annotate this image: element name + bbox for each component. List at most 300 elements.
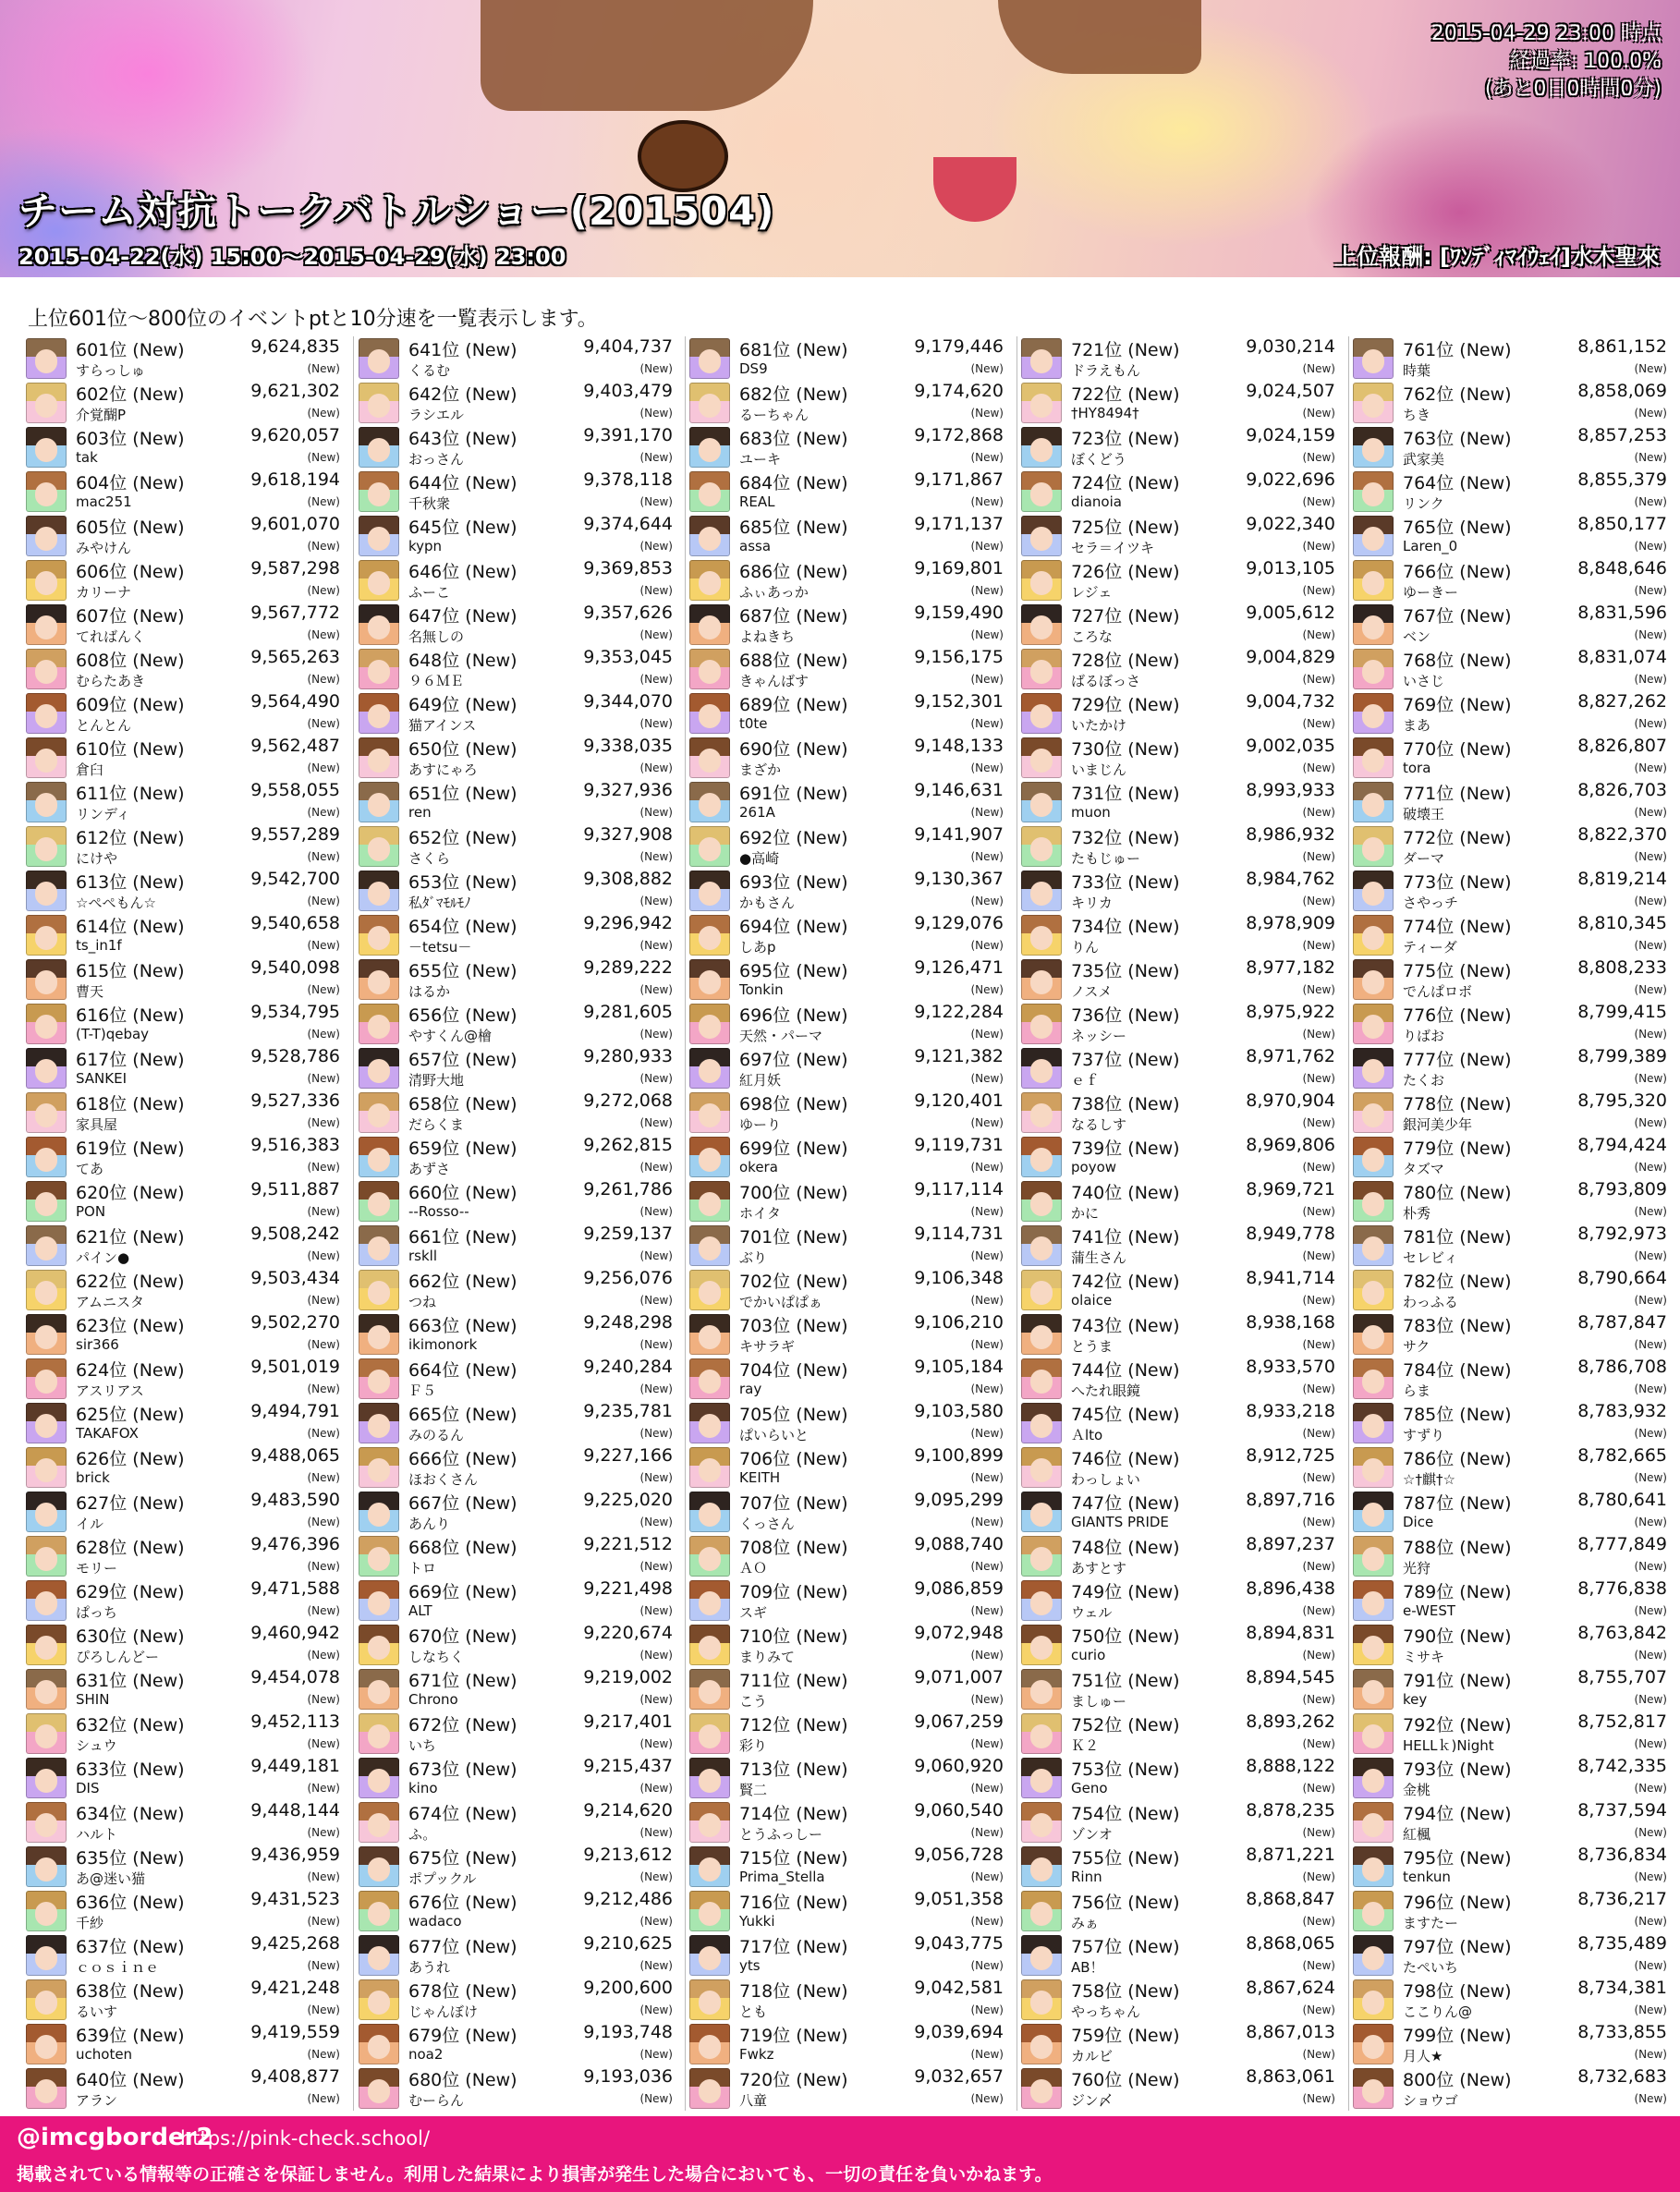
ranking-entry[interactable] [359, 1889, 673, 1933]
ranking-entry[interactable] [689, 1490, 1004, 1534]
ranking-entry[interactable] [689, 780, 1004, 824]
ranking-entry[interactable] [359, 1978, 673, 2022]
ranking-entry[interactable] [359, 1445, 673, 1490]
ranking-entry[interactable] [26, 1667, 340, 1711]
ranking-entry[interactable] [26, 1845, 340, 1889]
ranking-entry[interactable] [1353, 736, 1667, 780]
ranking-entry[interactable] [1353, 1268, 1667, 1312]
ranking-entry[interactable] [689, 1623, 1004, 1667]
producer-name: アラン [76, 2092, 118, 2109]
producer-name: mac251 [76, 493, 132, 510]
ranking-entry[interactable] [689, 1800, 1004, 1845]
ranking-entry[interactable] [359, 603, 673, 647]
ranking-column [1021, 336, 1335, 2111]
producer-name: イル [76, 1516, 104, 1532]
ranking-entry[interactable] [26, 558, 340, 603]
ranking-entry[interactable] [1353, 1445, 1667, 1490]
idol-avatar [1353, 1580, 1394, 1621]
speed-10min: (New) [307, 1116, 340, 1129]
producer-name: てあ [76, 1161, 104, 1177]
rank-label: 650位 (New) [408, 739, 517, 760]
ranking-entry[interactable] [359, 957, 673, 1002]
ranking-entry[interactable] [689, 1845, 1004, 1889]
ranking-entry[interactable] [1353, 603, 1667, 647]
ranking-entry[interactable] [689, 1357, 1004, 1401]
ranking-entry[interactable] [359, 1756, 673, 1800]
producer-name: りん [1071, 939, 1100, 956]
speed-10min: (New) [970, 1427, 1004, 1440]
ranking-entry[interactable] [1353, 691, 1667, 736]
ranking-entry[interactable] [1353, 1534, 1667, 1578]
ranking-entry[interactable] [689, 1445, 1004, 1490]
rank-label: 716位 (New) [739, 1893, 848, 1913]
ranking-entry[interactable] [689, 691, 1004, 736]
idol-avatar [1021, 915, 1062, 956]
ranking-entry[interactable] [689, 469, 1004, 514]
ranking-entry[interactable] [359, 2022, 673, 2066]
ranking-entry[interactable] [1353, 1667, 1667, 1711]
ranking-entry[interactable] [689, 1711, 1004, 1756]
ranking-entry[interactable] [689, 1312, 1004, 1357]
ranking-entry[interactable] [1021, 736, 1335, 780]
ranking-entry[interactable] [26, 425, 340, 469]
ranking-entry[interactable] [26, 514, 340, 558]
ranking-entry[interactable] [1021, 1933, 1335, 1978]
idol-avatar [689, 1891, 730, 1931]
idol-avatar [359, 649, 399, 689]
producer-name: だらくま [408, 1116, 465, 1133]
ranking-entry[interactable] [1353, 425, 1667, 469]
ranking-entry[interactable] [1353, 647, 1667, 691]
ranking-entry[interactable] [1021, 1800, 1335, 1845]
ranking-entry[interactable] [26, 1224, 340, 1268]
ranking-entry[interactable] [1021, 1179, 1335, 1224]
ranking-entry[interactable] [359, 780, 673, 824]
event-points: 9,527,336 [250, 1090, 340, 1111]
idol-avatar [1021, 1536, 1062, 1577]
ranking-entry[interactable] [689, 1224, 1004, 1268]
ranking-entry[interactable] [689, 425, 1004, 469]
rank-label: 772位 (New) [1403, 828, 1512, 848]
rank-label: 769位 (New) [1403, 695, 1512, 715]
ranking-entry[interactable] [359, 1534, 673, 1578]
ranking-entry[interactable] [1353, 1224, 1667, 1268]
ranking-entry[interactable] [689, 1135, 1004, 1179]
ranking-entry[interactable] [1021, 1711, 1335, 1756]
ranking-entry[interactable] [359, 736, 673, 780]
ranking-entry[interactable] [689, 736, 1004, 780]
ranking-entry[interactable] [1353, 824, 1667, 869]
ranking-entry[interactable] [26, 691, 340, 736]
speed-10min: (New) [639, 495, 673, 508]
ranking-entry[interactable] [689, 1933, 1004, 1978]
rank-label: 763位 (New) [1403, 429, 1512, 449]
ranking-entry[interactable] [689, 1578, 1004, 1623]
ranking-entry[interactable] [26, 1357, 340, 1401]
ranking-entry[interactable] [1021, 780, 1335, 824]
site-link[interactable]: https://pink-check.school/ [180, 2127, 431, 2149]
ranking-entry[interactable] [1353, 1933, 1667, 1978]
rank-label: 649位 (New) [408, 695, 517, 715]
ranking-entry[interactable] [359, 1401, 673, 1445]
ranking-entry[interactable] [1353, 1490, 1667, 1534]
ranking-entry[interactable] [1021, 514, 1335, 558]
event-points: 8,826,807 [1577, 736, 1667, 756]
speed-10min: (New) [1634, 1338, 1667, 1351]
ranking-entry[interactable] [26, 1002, 340, 1046]
ranking-entry[interactable] [1021, 558, 1335, 603]
ranking-entry[interactable] [26, 381, 340, 425]
ranking-entry[interactable] [1021, 1357, 1335, 1401]
ranking-entry[interactable] [1021, 1046, 1335, 1090]
ranking-entry[interactable] [1021, 647, 1335, 691]
ranking-entry[interactable] [359, 913, 673, 957]
speed-10min: (New) [1302, 1072, 1335, 1085]
ranking-entry[interactable] [1353, 1179, 1667, 1224]
producer-name: さくら [408, 850, 451, 867]
idol-avatar [1021, 604, 1062, 645]
ranking-entry[interactable] [1353, 1978, 1667, 2022]
speed-10min: (New) [639, 1560, 673, 1573]
ranking-entry[interactable] [1353, 558, 1667, 603]
ranking-entry[interactable] [1353, 1046, 1667, 1090]
ranking-entry[interactable] [689, 1534, 1004, 1578]
ranking-entry[interactable] [359, 2066, 673, 2111]
event-points: 9,601,070 [250, 514, 340, 534]
event-points: 9,120,401 [914, 1090, 1004, 1111]
ranking-entry[interactable] [26, 780, 340, 824]
speed-10min: (New) [1634, 895, 1667, 907]
ranking-entry[interactable] [1021, 336, 1335, 381]
rank-label: 787位 (New) [1403, 1493, 1512, 1514]
ranking-entry[interactable] [689, 1179, 1004, 1224]
producer-name: †HY8494† [1071, 405, 1139, 421]
rank-label: 728位 (New) [1071, 651, 1180, 671]
ranking-entry[interactable] [1353, 1845, 1667, 1889]
speed-10min: (New) [1302, 2003, 1335, 2016]
ranking-entry[interactable] [26, 1534, 340, 1578]
ranking-entry[interactable] [359, 1002, 673, 1046]
idol-avatar [359, 1802, 399, 1843]
ranking-entry[interactable] [26, 824, 340, 869]
ranking-entry[interactable] [689, 558, 1004, 603]
twitter-handle[interactable]: @imcgborder2 [17, 2124, 213, 2151]
idol-avatar [689, 871, 730, 911]
ranking-entry[interactable] [359, 1224, 673, 1268]
ranking-entry[interactable] [689, 2066, 1004, 2111]
ranking-entry[interactable] [26, 1179, 340, 1224]
rank-label: 671位 (New) [408, 1671, 517, 1691]
producer-name: キリカ [1071, 895, 1113, 911]
ranking-entry[interactable] [689, 336, 1004, 381]
ranking-entry[interactable] [26, 1578, 340, 1623]
ranking-entry[interactable] [359, 381, 673, 425]
event-points: 9,272,068 [583, 1090, 673, 1111]
ranking-entry[interactable] [1353, 336, 1667, 381]
ranking-entry[interactable] [1021, 603, 1335, 647]
ranking-entry[interactable] [359, 824, 673, 869]
rank-label: 748位 (New) [1071, 1538, 1180, 1558]
ranking-entry[interactable] [359, 1179, 673, 1224]
ranking-entry[interactable] [1021, 381, 1335, 425]
ranking-entry[interactable] [1353, 957, 1667, 1002]
ranking-entry[interactable] [1021, 1135, 1335, 1179]
ranking-entry[interactable] [26, 1401, 340, 1445]
speed-10min: (New) [307, 1294, 340, 1307]
ranking-entry[interactable] [1021, 1312, 1335, 1357]
ranking-entry[interactable] [1021, 1578, 1335, 1623]
ranking-entry[interactable] [1021, 1889, 1335, 1933]
rank-label: 720位 (New) [739, 2070, 848, 2090]
rank-label: 618位 (New) [76, 1094, 185, 1114]
ranking-entry[interactable] [689, 514, 1004, 558]
ranking-entry[interactable] [689, 1046, 1004, 1090]
ranking-entry[interactable] [26, 1623, 340, 1667]
producer-name: ミサキ [1403, 1649, 1445, 1665]
ranking-entry[interactable] [26, 1046, 340, 1090]
ranking-entry[interactable] [689, 1889, 1004, 1933]
ranking-entry[interactable] [26, 603, 340, 647]
ranking-entry[interactable] [689, 913, 1004, 957]
rank-label: 711位 (New) [739, 1671, 848, 1691]
ranking-entry[interactable] [689, 1401, 1004, 1445]
producer-name: sir366 [76, 1336, 119, 1353]
ranking-entry[interactable] [1021, 1667, 1335, 1711]
ranking-entry[interactable] [1021, 957, 1335, 1002]
ranking-entry[interactable] [26, 1756, 340, 1800]
speed-10min: (New) [1634, 850, 1667, 863]
ranking-entry[interactable] [1353, 913, 1667, 957]
ranking-entry[interactable] [359, 691, 673, 736]
ranking-entry[interactable] [1021, 913, 1335, 957]
ranking-entry[interactable] [1021, 824, 1335, 869]
idol-avatar [1021, 338, 1062, 379]
ranking-entry[interactable] [1021, 425, 1335, 469]
ranking-entry[interactable] [26, 1445, 340, 1490]
rank-label: 636位 (New) [76, 1893, 185, 1913]
ranking-entry[interactable] [1353, 1578, 1667, 1623]
event-points: 9,086,859 [914, 1578, 1004, 1599]
ranking-entry[interactable] [1021, 1623, 1335, 1667]
event-points: 8,893,262 [1246, 1711, 1335, 1732]
ranking-entry[interactable] [689, 2022, 1004, 2066]
ranking-entry[interactable] [1021, 1002, 1335, 1046]
ranking-entry[interactable] [26, 469, 340, 514]
ranking-entry[interactable] [1021, 1268, 1335, 1312]
ranking-entry[interactable] [26, 1490, 340, 1534]
ranking-entry[interactable] [1021, 1490, 1335, 1534]
ranking-entry[interactable] [1353, 381, 1667, 425]
ranking-entry[interactable] [1353, 1357, 1667, 1401]
ranking-entry[interactable] [26, 1090, 340, 1135]
idol-avatar [689, 649, 730, 689]
event-points: 9,039,694 [914, 2022, 1004, 2042]
ranking-entry[interactable] [1021, 1445, 1335, 1490]
ranking-entry[interactable] [26, 869, 340, 913]
speed-10min: (New) [970, 1915, 1004, 1928]
ranking-entry[interactable] [689, 1002, 1004, 1046]
ranking-entry[interactable] [1021, 691, 1335, 736]
ranking-entry[interactable] [1353, 1401, 1667, 1445]
producer-name: ダーマ [1403, 850, 1445, 867]
rank-label: 644位 (New) [408, 473, 517, 493]
idol-avatar [1353, 1004, 1394, 1044]
ranking-entry[interactable] [1353, 1002, 1667, 1046]
ranking-entry[interactable] [1021, 1090, 1335, 1135]
speed-10min: (New) [639, 1649, 673, 1662]
ranking-entry[interactable] [359, 1312, 673, 1357]
ranking-entry[interactable] [1353, 469, 1667, 514]
producer-name: すずり [1403, 1427, 1445, 1443]
ranking-entry[interactable] [689, 869, 1004, 913]
speed-10min: (New) [307, 1915, 340, 1928]
speed-10min: (New) [639, 1161, 673, 1174]
event-points: 9,114,731 [914, 1224, 1004, 1244]
ranking-entry[interactable] [26, 1800, 340, 1845]
ranking-entry[interactable] [26, 2066, 340, 2111]
speed-10min: (New) [639, 2048, 673, 2061]
ranking-entry[interactable] [359, 1046, 673, 1090]
ranking-entry[interactable] [359, 514, 673, 558]
producer-name: ネッシー [1071, 1028, 1127, 1044]
producer-name: ts_in1f [76, 937, 122, 954]
ranking-entry[interactable] [359, 1845, 673, 1889]
ranking-entry[interactable] [26, 913, 340, 957]
ranking-entry[interactable] [26, 1312, 340, 1357]
ranking-entry[interactable] [26, 647, 340, 691]
event-points: 8,777,849 [1577, 1534, 1667, 1554]
ranking-entry[interactable] [359, 469, 673, 514]
ranking-entry[interactable] [1353, 514, 1667, 558]
ranking-entry[interactable] [1353, 1756, 1667, 1800]
ranking-entry[interactable] [26, 1268, 340, 1312]
event-points: 9,174,620 [914, 381, 1004, 401]
ranking-entry[interactable] [359, 1711, 673, 1756]
banner-art-hair-right [998, 0, 1201, 74]
ranking-entry[interactable] [1353, 869, 1667, 913]
event-points: 9,259,137 [583, 1224, 673, 1244]
ranking-entry[interactable] [359, 1135, 673, 1179]
ranking-entry[interactable] [1353, 1889, 1667, 1933]
rank-label: 682位 (New) [739, 384, 848, 405]
producer-name: 時葉 [1403, 362, 1431, 379]
ranking-entry[interactable] [359, 1623, 673, 1667]
ranking-entry[interactable] [1353, 1312, 1667, 1357]
ranking-entry[interactable] [359, 647, 673, 691]
ranking-entry[interactable] [1021, 1224, 1335, 1268]
ranking-entry[interactable] [689, 1756, 1004, 1800]
ranking-entry[interactable] [1353, 1623, 1667, 1667]
producer-name: じゃんぼけ [408, 2003, 479, 2020]
event-points: 9,280,933 [583, 1046, 673, 1066]
ranking-entry[interactable] [26, 957, 340, 1002]
ranking-entry[interactable] [1353, 1090, 1667, 1135]
ranking-entry[interactable] [359, 1357, 673, 1401]
ranking-entry[interactable] [359, 1090, 673, 1135]
idol-avatar [1353, 1625, 1394, 1665]
ranking-entry[interactable] [359, 869, 673, 913]
ranking-entry[interactable] [359, 1800, 673, 1845]
event-points: 8,787,847 [1577, 1312, 1667, 1333]
ranking-entry[interactable] [1021, 2066, 1335, 2111]
speed-10min: (New) [639, 1382, 673, 1395]
speed-10min: (New) [1302, 1338, 1335, 1351]
event-points: 8,736,834 [1577, 1845, 1667, 1865]
producer-name: 千秋衆 [408, 495, 451, 512]
ranking-entry[interactable] [359, 1490, 673, 1534]
ranking-entry[interactable] [689, 381, 1004, 425]
ranking-entry[interactable] [26, 1135, 340, 1179]
ranking-entry[interactable] [689, 1090, 1004, 1135]
event-points: 9,516,383 [250, 1135, 340, 1155]
speed-10min: (New) [1302, 806, 1335, 819]
ranking-entry[interactable] [689, 1268, 1004, 1312]
producer-name: 武家美 [1403, 451, 1445, 468]
speed-10min: (New) [970, 495, 1004, 508]
ranking-entry[interactable] [689, 1667, 1004, 1711]
ranking-entry[interactable] [1353, 1135, 1667, 1179]
ranking-entry[interactable] [359, 336, 673, 381]
ranking-entry[interactable] [1021, 1401, 1335, 1445]
ranking-entry[interactable] [359, 558, 673, 603]
ranking-entry[interactable] [1021, 1534, 1335, 1578]
ranking-entry[interactable] [1021, 2022, 1335, 2066]
ranking-entry[interactable] [1021, 469, 1335, 514]
ranking-entry[interactable] [1353, 780, 1667, 824]
ranking-entry[interactable] [26, 2022, 340, 2066]
ranking-entry[interactable] [689, 824, 1004, 869]
ranking-entry[interactable] [689, 957, 1004, 1002]
ranking-entry[interactable] [689, 603, 1004, 647]
ranking-entry[interactable] [359, 425, 673, 469]
producer-name: シュウ [76, 1737, 117, 1754]
speed-10min: (New) [1302, 1294, 1335, 1307]
ranking-entry[interactable] [1021, 1978, 1335, 2022]
ranking-entry[interactable] [26, 736, 340, 780]
ranking-entry[interactable] [1353, 2022, 1667, 2066]
speed-10min: (New) [970, 1737, 1004, 1750]
ranking-entry[interactable] [1353, 2066, 1667, 2111]
ranking-entry[interactable] [26, 1978, 340, 2022]
ranking-entry[interactable] [1353, 1711, 1667, 1756]
rank-label: 768位 (New) [1403, 651, 1512, 671]
ranking-entry[interactable] [359, 1268, 673, 1312]
idol-avatar [26, 1891, 67, 1931]
producer-name: ドラえもん [1071, 362, 1141, 379]
ranking-entry[interactable] [689, 1978, 1004, 2022]
ranking-entry[interactable] [26, 1889, 340, 1933]
disclaimer: 掲載されている情報等の正確さを保証しません。利用した結果により損害が発生した場合においても、一切の責任を負いかねます。 [17, 2164, 1053, 2185]
producer-name: tak [76, 449, 98, 466]
ranking-entry[interactable] [359, 1578, 673, 1623]
rank-label: 776位 (New) [1403, 1005, 1512, 1026]
idol-avatar [1353, 871, 1394, 911]
ranking-entry[interactable] [26, 1711, 340, 1756]
ranking-entry[interactable] [1021, 1845, 1335, 1889]
ranking-entry[interactable] [359, 1667, 673, 1711]
ranking-entry[interactable] [1353, 1800, 1667, 1845]
speed-10min: (New) [639, 1338, 673, 1351]
ranking-entry[interactable] [1021, 869, 1335, 913]
ranking-entry[interactable] [26, 1933, 340, 1978]
ranking-entry[interactable] [1021, 1756, 1335, 1800]
ranking-entry[interactable] [359, 1933, 673, 1978]
idol-avatar [689, 1314, 730, 1355]
ranking-entry[interactable] [26, 336, 340, 381]
producer-name: SANKEI [76, 1070, 128, 1087]
event-points: 8,933,570 [1246, 1357, 1335, 1377]
ranking-entry[interactable] [689, 647, 1004, 691]
